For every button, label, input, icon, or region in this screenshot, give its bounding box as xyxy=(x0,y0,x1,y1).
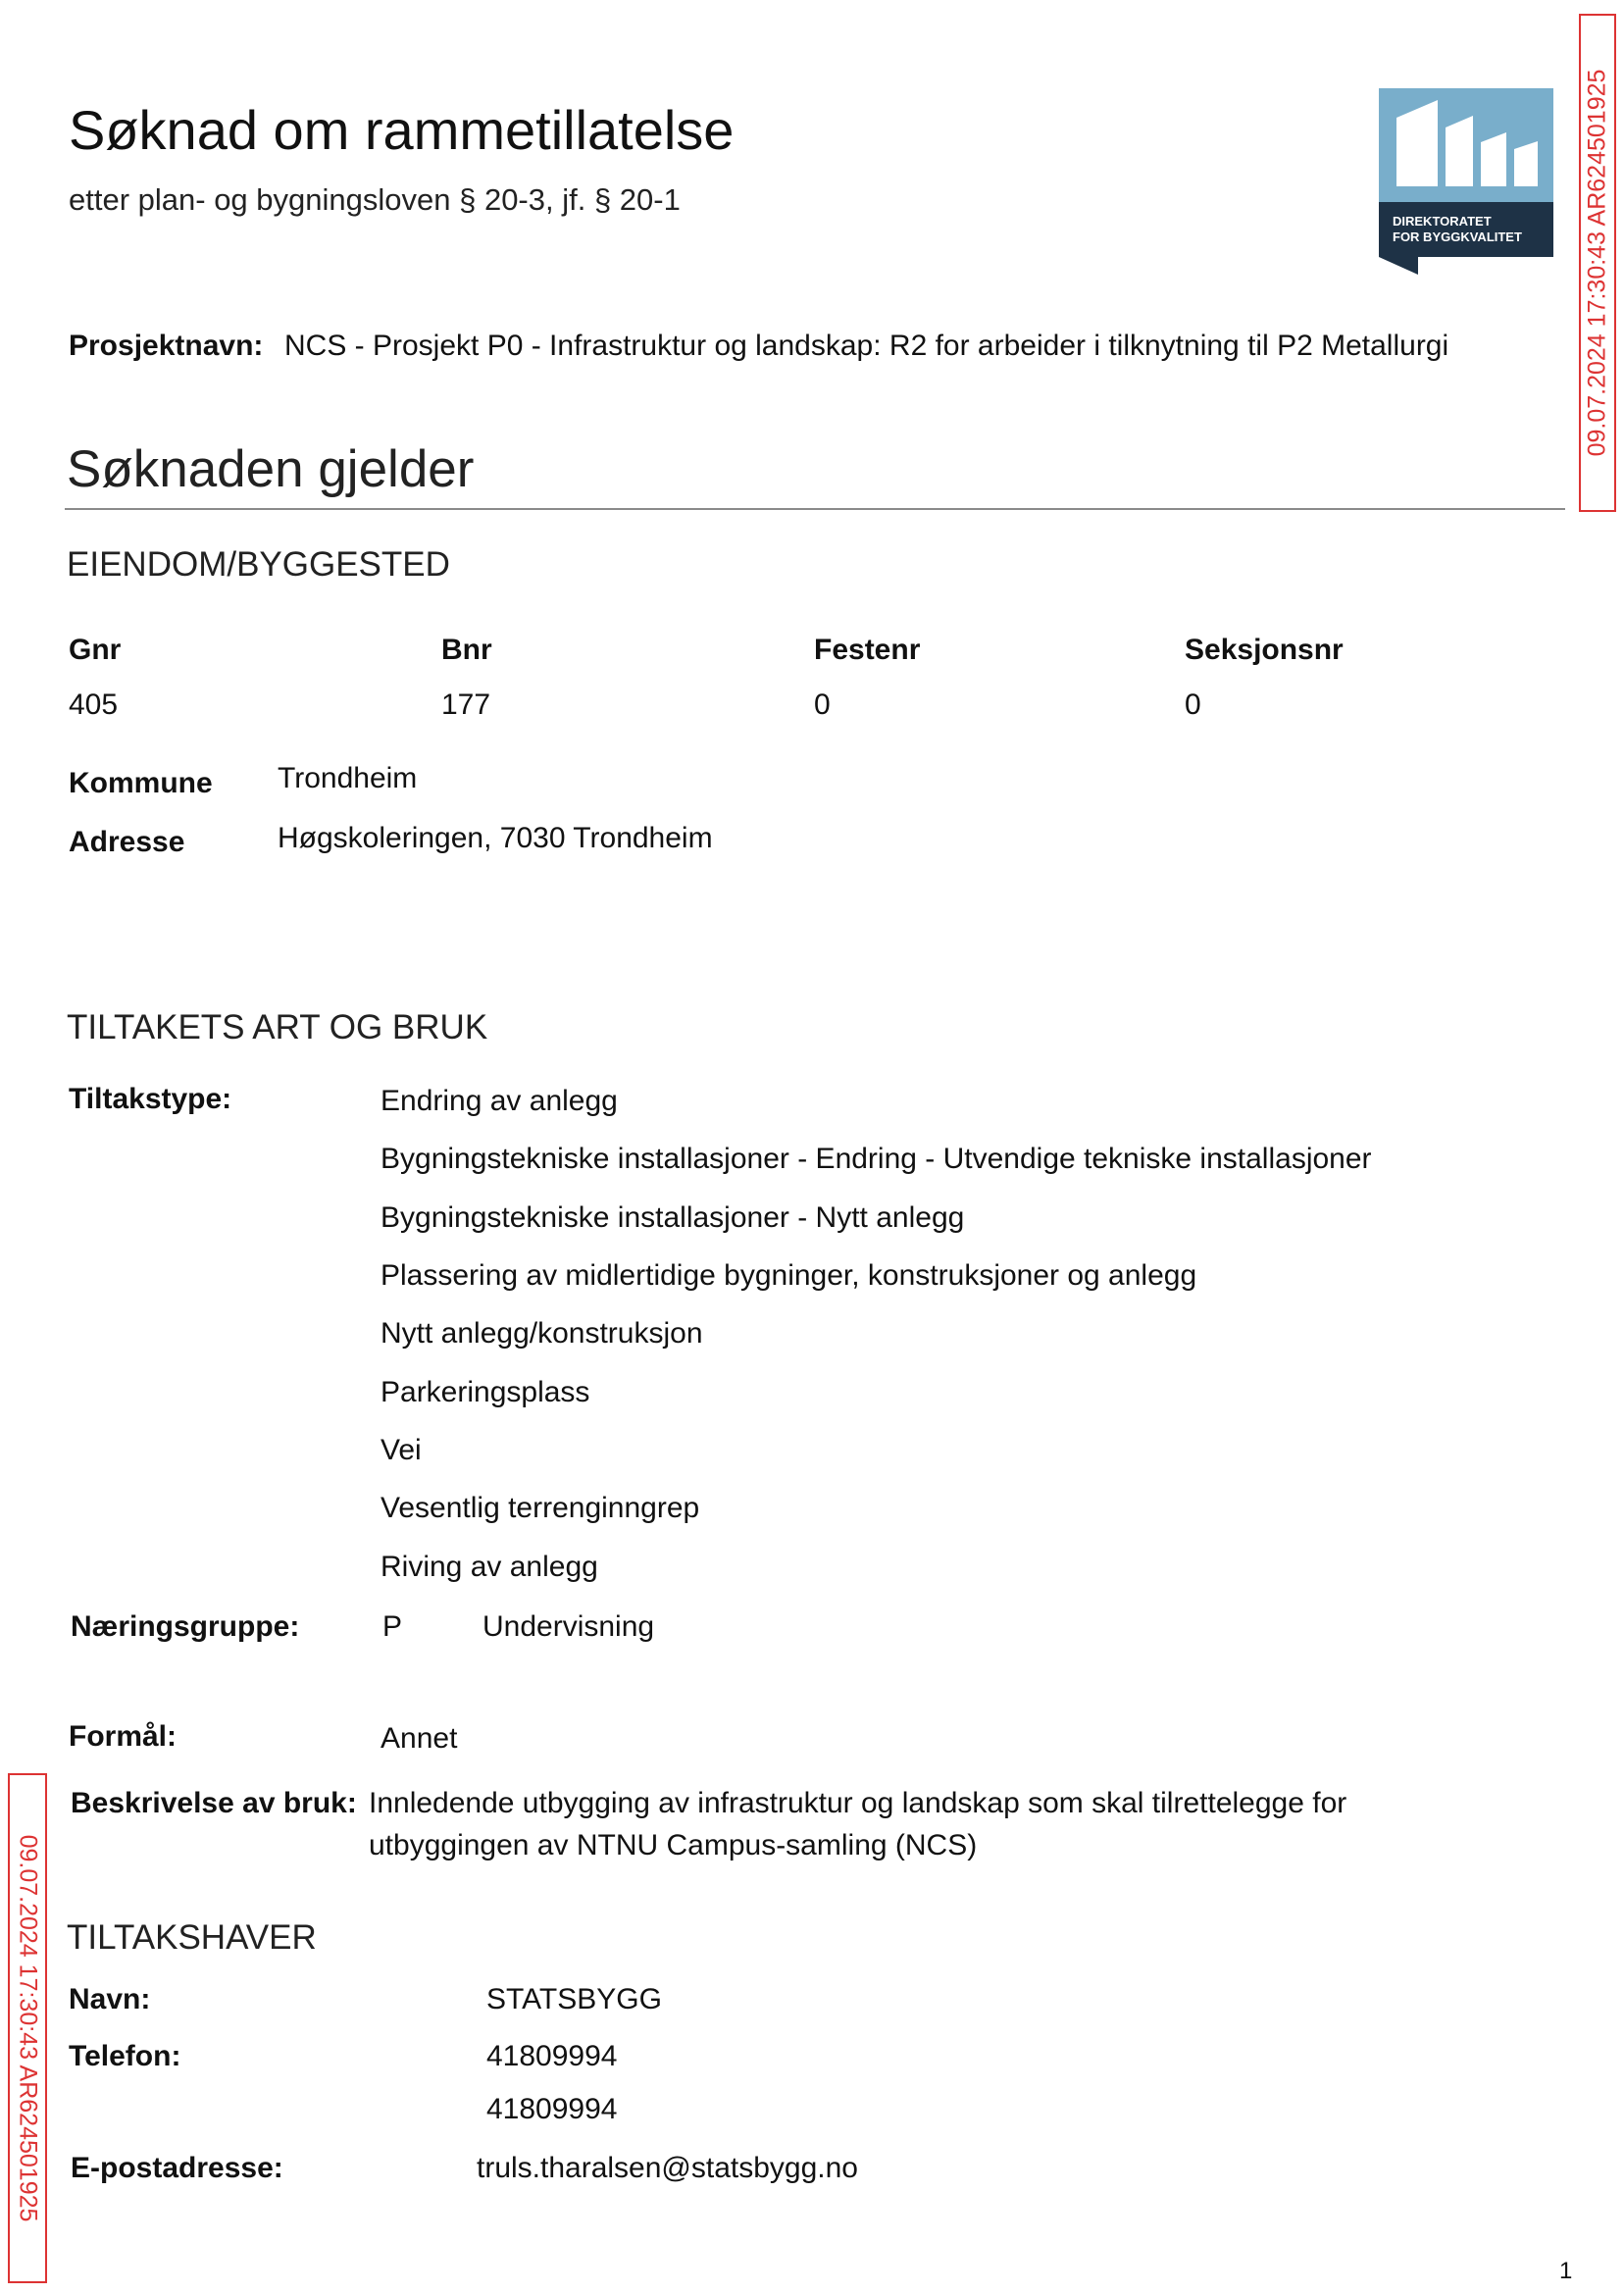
measure-type-item: Vei xyxy=(381,1434,422,1466)
property-heading: EIENDOM/BYGGESTED xyxy=(67,545,450,584)
seksjonsnr-value: 0 xyxy=(1185,688,1201,721)
owner-name-value: STATSBYGG xyxy=(486,1983,662,2015)
purpose-value: Annet xyxy=(381,1722,458,1755)
project-name-label: Prosjektnavn: xyxy=(69,330,264,362)
section-divider xyxy=(65,508,1565,510)
festenr-label: Festenr xyxy=(814,634,921,666)
purpose-label: Formål: xyxy=(69,1720,178,1753)
measure-type-item: Riving av anlegg xyxy=(381,1551,598,1583)
document-subtitle: etter plan- og bygningsloven § 20-3, jf. § 20-1 xyxy=(69,182,681,217)
measure-type-item: Endring av anlegg xyxy=(381,1085,618,1117)
measure-type-item: Vesentlig terrenginngrep xyxy=(381,1492,700,1524)
industry-name: Undervisning xyxy=(482,1610,655,1643)
usage-label: Beskrivelse av bruk: xyxy=(71,1787,357,1819)
document-title: Søknad om rammetillatelse xyxy=(69,99,735,161)
receipt-stamp-top xyxy=(1579,14,1616,512)
measure-type-item: Parkeringsplass xyxy=(381,1376,590,1408)
owner-phone-value: 41809994 xyxy=(486,2040,618,2072)
owner-heading: TILTAKSHAVER xyxy=(67,1918,317,1957)
usage-line-2: utbyggingen av NTNU Campus-samling (NCS) xyxy=(369,1829,978,1861)
project-name-value: NCS - Prosjekt P0 - Infrastruktur og landskap: R2 for arbeider i tilknytning til P2 Metallurgi xyxy=(284,330,1449,362)
owner-phone-value-2: 41809994 xyxy=(486,2093,618,2125)
usage-line-1: Innledende utbygging av infrastruktur og landskap som skal tilrettelegge for xyxy=(369,1787,1347,1819)
owner-email-label: E-postadresse: xyxy=(71,2152,283,2184)
dibk-logo xyxy=(1379,88,1553,275)
adresse-label: Adresse xyxy=(69,826,185,858)
receipt-stamp-text: 09.07.2024 17:30:43 AR624501925 xyxy=(1583,69,1611,457)
gnr-label: Gnr xyxy=(69,634,122,666)
bnr-label: Bnr xyxy=(441,634,492,666)
receipt-stamp-text: 09.07.2024 17:30:43 AR624501925 xyxy=(14,1834,42,2222)
owner-phone-label: Telefon: xyxy=(69,2040,181,2072)
gnr-value: 405 xyxy=(69,688,119,721)
receipt-stamp-bottom xyxy=(8,1773,47,2283)
owner-name-label: Navn: xyxy=(69,1983,151,2015)
section-title: Søknaden gjelder xyxy=(67,440,475,498)
industry-label: Næringsgruppe: xyxy=(71,1610,300,1643)
kommune-value: Trondheim xyxy=(278,762,418,794)
industry-code: P xyxy=(382,1610,403,1643)
bnr-value: 177 xyxy=(441,688,491,721)
owner-email-value: truls.tharalsen@statsbygg.no xyxy=(477,2152,858,2184)
measure-type-item: Bygningstekniske installasjoner - Endring - Utvendige tekniske installasjoner xyxy=(381,1143,1372,1175)
page-number: 1 xyxy=(1559,2258,1573,2284)
festenr-value: 0 xyxy=(814,688,831,721)
measure-type-item: Bygningstekniske installasjoner - Nytt anlegg xyxy=(381,1201,965,1234)
measure-heading: TILTAKETS ART OG BRUK xyxy=(67,1008,488,1046)
logo-text-line2: FOR BYGGKVALITET xyxy=(1393,229,1522,244)
kommune-label: Kommune xyxy=(69,767,213,799)
logo-text-line1: DIREKTORATET xyxy=(1393,214,1492,229)
measure-type-label: Tiltakstype: xyxy=(69,1083,232,1115)
adresse-value: Høgskoleringen, 7030 Trondheim xyxy=(278,822,713,854)
measure-type-item: Nytt anlegg/konstruksjon xyxy=(381,1317,703,1350)
measure-type-item: Plassering av midlertidige bygninger, konstruksjoner og anlegg xyxy=(381,1259,1197,1292)
seksjonsnr-label: Seksjonsnr xyxy=(1185,634,1344,666)
